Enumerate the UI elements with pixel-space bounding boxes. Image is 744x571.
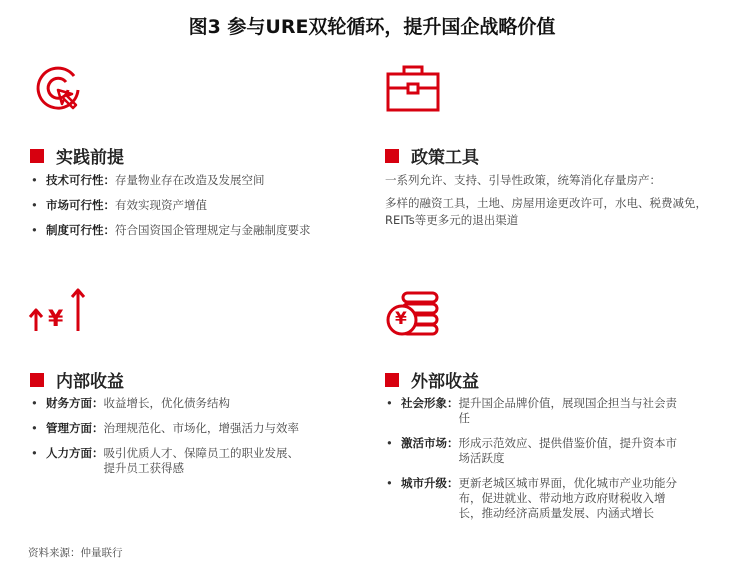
policy-paragraph: 一系列允许、支持、引导性政策，统筹消化存量房产： <box>385 173 661 187</box>
list-item: • 人力方面： 吸引优质人才、保障员工的职业发展、提升员工获得感 <box>30 446 300 476</box>
section-title: 政策工具 <box>411 148 479 168</box>
section-title: 外部收益 <box>411 372 479 392</box>
yen-coins-icon <box>385 290 441 336</box>
external-list <box>385 396 680 531</box>
list-item: • 管理方面： 治理规范化、市场化，增强活力与效率 <box>30 421 300 436</box>
policy-paragraph: 多样的融资工具，土地、房屋用途更改许可，水电、税费减免，REITs等更多元的退出渠道 <box>385 196 707 227</box>
heading-marker <box>385 149 399 163</box>
list-item: • 制度可行性：符合国资国企管理规定与金融制度要求 <box>30 223 350 238</box>
heading-marker <box>30 149 44 163</box>
list-item: • 财务方面： 收益增长，优化债务结构 <box>30 396 300 411</box>
list-item: • 技术可行性：存量物业存在改造及发展空间 <box>30 173 350 188</box>
source-note: 资料来源：仲量联行 <box>28 547 123 559</box>
internal-list <box>30 396 300 486</box>
page-title: 图3 参与URE双轮循环，提升国企战略价值 <box>188 16 556 38</box>
list-item: • 市场可行性：有效实现资产增值 <box>30 198 350 213</box>
list-item: • 城市升级： 更新老城区城市界面，优化城市产业功能分布，促进就业、带动地方政府财税收入增长，推动经济高质量发展、内涵式增长 <box>385 476 680 521</box>
yen-glyph: ¥ <box>395 309 407 329</box>
heading-marker <box>30 373 44 387</box>
yen-growth-arrows-icon <box>28 283 88 343</box>
section-internal-heading <box>30 367 124 392</box>
list-item: • 激活市场： 形成示范效应、提供借鉴价值，提升资本市场活跃度 <box>385 436 680 466</box>
target-cursor-icon <box>30 62 86 118</box>
section-title: 实践前提 <box>56 148 124 168</box>
practice-list <box>30 173 350 248</box>
briefcase-icon <box>385 62 441 114</box>
section-practice-heading <box>30 143 124 168</box>
section-policy-heading <box>385 143 479 168</box>
section-title: 内部收益 <box>56 372 124 392</box>
policy-text <box>385 172 715 235</box>
section-external-heading <box>385 367 479 392</box>
heading-marker <box>385 373 399 387</box>
list-item: • 社会形象： 提升国企品牌价值，展现国企担当与社会责任 <box>385 396 680 426</box>
yen-glyph: ¥ <box>48 307 64 332</box>
